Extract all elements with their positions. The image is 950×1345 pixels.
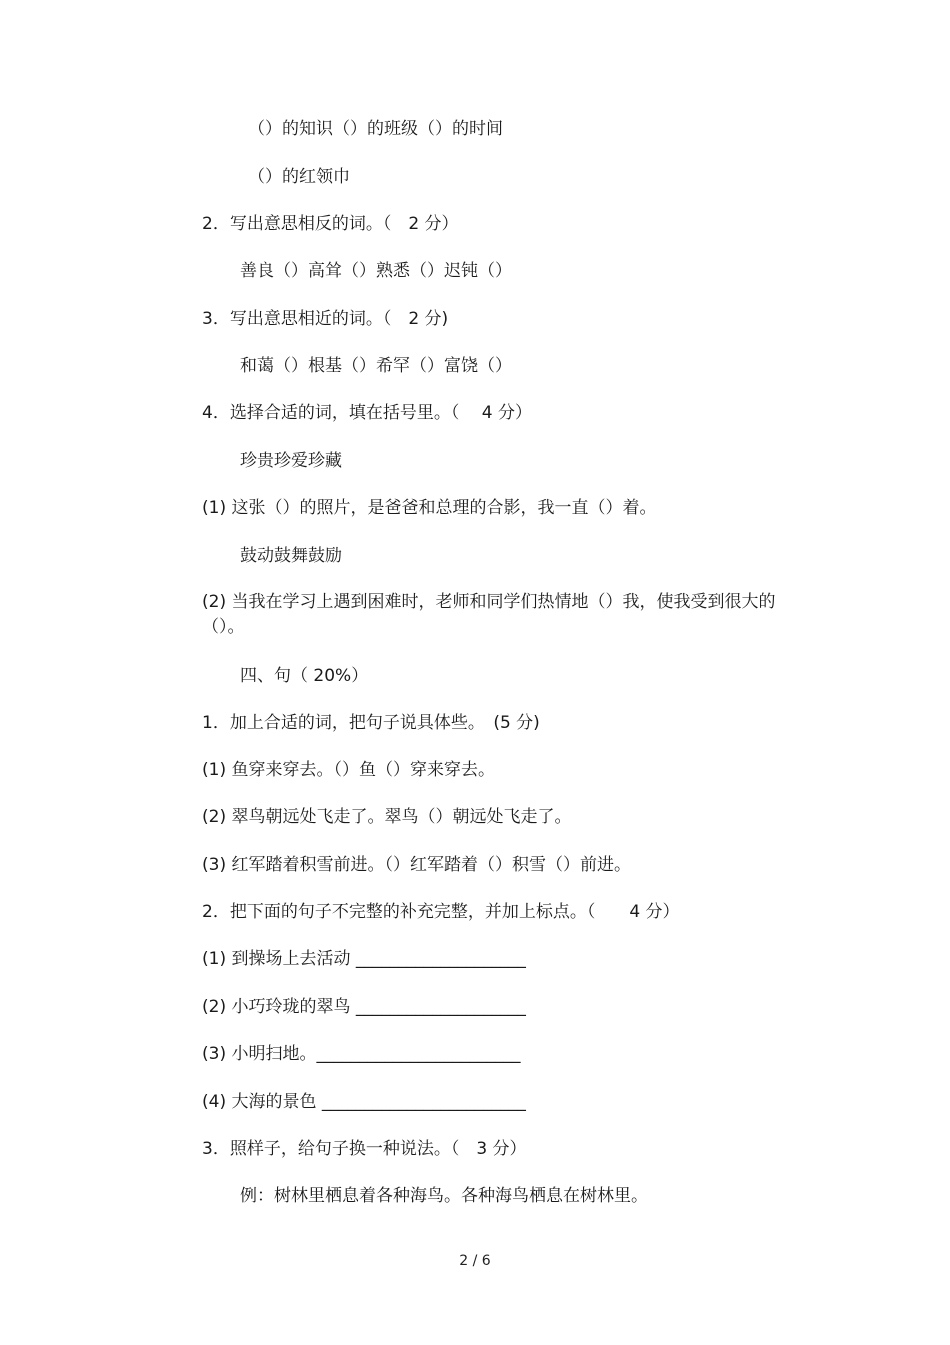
question-3-heading: 3．写出意思相近的词。（ 2 分): [202, 309, 449, 329]
question-2-words: 善良（）高耸（）熟悉（）迟钝（）: [240, 261, 512, 281]
complete-item-3: (3) 小明扫地。________________________: [202, 1044, 521, 1064]
word-choices-2: 鼓动鼓舞鼓励: [240, 546, 342, 566]
sentence-item-2: (2) 翠鸟朝远处飞走了。翠鸟（）朝远处飞走了。: [202, 807, 572, 827]
exercise-line-2: （）的红领巾: [248, 167, 350, 187]
fill-sentence-1: (1) 这张（）的照片，是爸爸和总理的合影，我一直（）着。: [202, 498, 657, 518]
exercise-line-1: （）的知识（）的班级（）的时间: [248, 119, 503, 139]
section-4-question-1: 1．加上合适的词，把句子说具体些。 (5 分): [202, 713, 540, 733]
sentence-item-3: (3) 红军踏着积雪前进。（）红军踏着（）积雪（）前进。: [202, 855, 631, 875]
section-4-question-3: 3．照样子，给句子换一种说法。（ 3 分）: [202, 1139, 527, 1159]
question-3-words: 和蔼（）根基（）希罕（）富饶（）: [240, 356, 512, 376]
sentence-item-1: (1) 鱼穿来穿去。（）鱼（）穿来穿去。: [202, 760, 495, 780]
word-choices-1: 珍贵珍爱珍藏: [240, 451, 342, 471]
complete-item-4: (4) 大海的景色 ________________________: [202, 1092, 526, 1112]
complete-item-2: (2) 小巧玲珑的翠鸟 ____________________: [202, 997, 526, 1017]
section-4-question-2: 2．把下面的句子不完整的补充完整，并加上标点。（ 4 分）: [202, 902, 680, 922]
section-four-heading: 四、句（ 20%）: [240, 666, 369, 686]
question-2-heading: 2．写出意思相反的词。（ 2 分）: [202, 214, 459, 234]
complete-item-1: (1) 到操场上去活动 ____________________: [202, 949, 526, 969]
question-4-heading: 4．选择合适的词，填在括号里。（ 4 分）: [202, 403, 532, 423]
page-number: 2 / 6: [459, 1253, 491, 1269]
example-sentence: 例：树林里栖息着各种海鸟。各种海鸟栖息在树林里。: [240, 1186, 648, 1206]
fill-sentence-2: (2) 当我在学习上遇到困难时，老师和同学们热情地（）我，使我受到很大的（）。: [202, 592, 776, 637]
